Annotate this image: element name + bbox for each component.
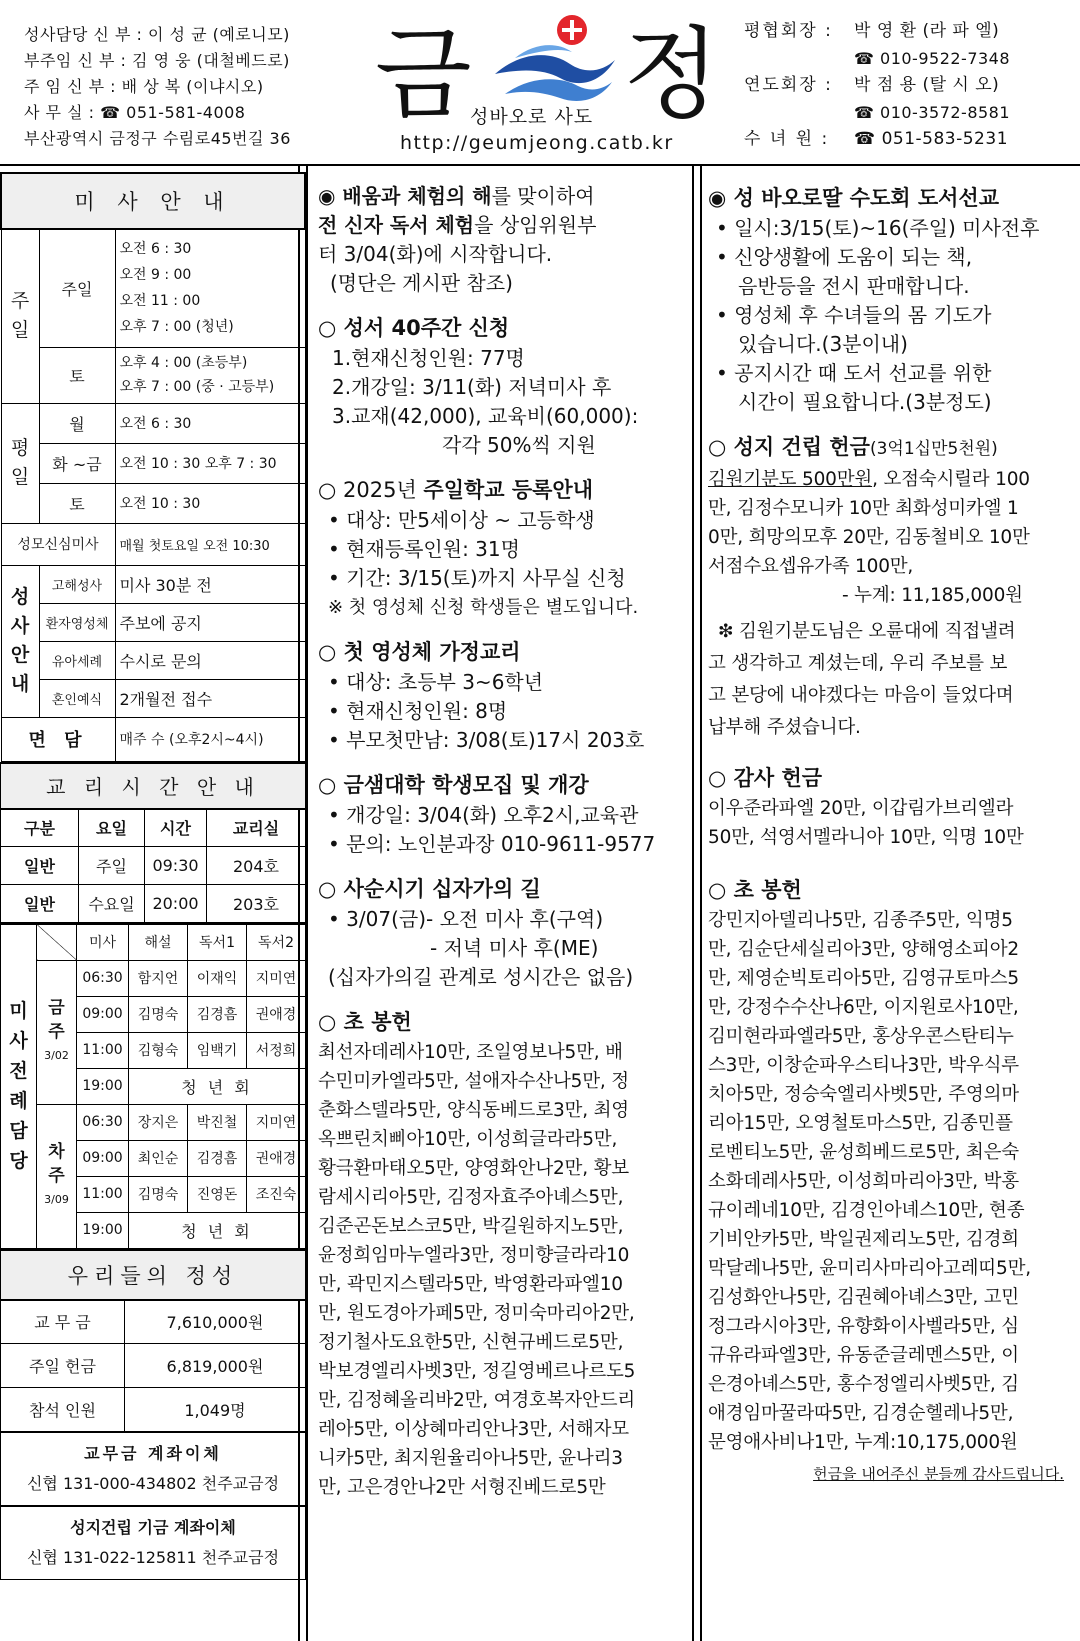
clergy-label: 부주임 신 부 : — [24, 51, 127, 70]
sacrament-label: 고해성사 — [39, 565, 115, 603]
council-label: 평협회장 : — [744, 21, 833, 41]
donor-line: 은경아녜스5만, 홍수정엘리사벳5만, 김 — [708, 1374, 1019, 1395]
duty-name: 권애경 — [247, 996, 306, 1032]
duty-name: 진영돈 — [188, 1176, 247, 1212]
text-line: • 일시:3/15(토)~16(주일) 미사전후 — [716, 216, 1040, 240]
donor-line: 규유라파엘3만, 유동준글레멘스5만, 이 — [708, 1345, 1019, 1366]
sacrament-label: 혼인예식 — [39, 679, 115, 717]
donor-line: 기비안카5만, 박일권제리노5만, 김경희 — [708, 1229, 1019, 1250]
right-news-column — [708, 182, 1074, 1489]
duty-time: 06:30 — [77, 1104, 129, 1140]
text-line: • 영성체 후 수녀들의 몸 기도가 — [716, 303, 992, 327]
donor-line: 만, 강정수수산나6만, 이지원로사10만, — [708, 997, 1019, 1018]
offering-label: 주일 헌금 — [1, 1344, 125, 1388]
donor-line: 치아5만, 정승숙엘리사벳5만, 주영의마 — [708, 1084, 1019, 1105]
section-title: ○ 성서 40주간 신청 — [318, 316, 510, 340]
text-line: • 대상: 초등부 3~6학년 — [328, 670, 544, 694]
clergy-value: 김 영 웅 (대철베드로) — [132, 51, 290, 70]
bible-study-section — [318, 312, 688, 460]
catechism-cell: 20:00 — [145, 885, 207, 923]
donor-line: 춘화스델라5만, 양식동베드로3만, 최영 — [318, 1100, 629, 1121]
catechism-title: 교 리 시 간 안 내 — [1, 763, 306, 809]
donor-line: 만, 원도경아가페5만, 정미숙마리아2만, — [318, 1303, 635, 1324]
council-phone-2 — [744, 99, 1010, 126]
interview-time: 매주 수 (오후2시~4시) — [115, 717, 305, 761]
duty-name: 최인순 — [129, 1140, 188, 1176]
text-line: 서점수요셉유가족 100만, — [708, 556, 914, 577]
parish-logo-icon — [490, 12, 620, 108]
duty-time: 11:00 — [77, 1176, 129, 1212]
column-divider — [700, 166, 702, 1641]
donor-line: 만, 제영순빅토리아5만, 김영규토마스5 — [708, 968, 1019, 989]
text-line: 각각 50%씩 지원 — [442, 433, 596, 457]
text-line: 고 본당에 내야겠다는 마음이 들었다며 — [708, 685, 1014, 706]
duty-name: 이재익 — [188, 960, 247, 996]
next-week-date: 3/09 — [44, 1193, 69, 1206]
mass-title: 미 사 안 내 — [1, 173, 305, 229]
sacrament-label: 유아세례 — [39, 641, 115, 679]
offering-label: 교 무 금 — [1, 1300, 125, 1344]
candle-offering-section — [318, 1006, 688, 1502]
book-mission-section — [708, 182, 1074, 417]
section-title: ◉ 성 바오로딸 수도회 도서선교 — [708, 186, 999, 210]
duty-name: 권애경 — [247, 1140, 306, 1176]
weekday-saturday-label: 토 — [39, 483, 115, 523]
liturgy-group-label: 미 사 전 례 담 당 — [1, 924, 37, 1248]
duty-name: 김경흠 — [188, 996, 247, 1032]
saturday-label: 토 — [39, 347, 115, 403]
catechism-header: 구분 — [1, 809, 79, 847]
title-part: ○ 성지 건립 헌금 — [708, 435, 870, 459]
text-line: 2.개강일: 3/11(화) 저녁미사 후 — [332, 375, 612, 399]
donor-line: 규이레네10만, 김경인아녜스10만, 현종 — [708, 1200, 1025, 1221]
sacrament-group-label: 성 사 안 내 — [1, 565, 39, 717]
donor-line: 최선자데레사10만, 조일영보나5만, 배 — [318, 1042, 623, 1063]
text-line: 납부해 주셨습니다. — [708, 717, 861, 738]
liturgy-header: 독서2 — [247, 924, 306, 960]
sacrament-value: 수시로 문의 — [115, 641, 305, 679]
duty-name: 김경흠 — [188, 1140, 247, 1176]
title-part: 주일학교 등록안내 — [423, 478, 594, 502]
council-info — [744, 18, 1010, 153]
text-line: 있습니다.(3분이내) — [738, 332, 908, 356]
office-label: 사 무 실 : — [24, 103, 95, 122]
office-line — [24, 100, 291, 126]
text-line: • 현재신청인원: 8명 — [328, 699, 508, 723]
text-line: 고 생각하고 계셨는데, 우리 주보를 보 — [708, 653, 1008, 674]
weekday-group-label: 평 일 — [1, 403, 39, 523]
sacrament-value: 2개월전 접수 — [115, 679, 305, 717]
text-line: ❇ 김원기분도님은 오륜대에 직접낼려 — [718, 621, 1016, 642]
text-line: • 3/07(금)- 오전 미사 후(구역) — [328, 907, 604, 931]
catechism-cell: 주일 — [79, 847, 145, 885]
sunday-label: 주일 — [39, 229, 115, 347]
sunday-school-section — [318, 474, 688, 622]
liturgy-duty-table — [0, 923, 306, 1249]
offering-title: 우리들의 정성 — [1, 1250, 306, 1300]
text-line: ※ 첫 영성체 신청 학생들은 별도입니다. — [328, 597, 639, 618]
office-phone: ☎ 051-581-4008 — [100, 103, 246, 122]
saturday-times — [115, 347, 305, 403]
text-line: • 부모첫만남: 3/08(토)17시 203호 — [328, 728, 645, 752]
liturgy-header: 독서1 — [188, 924, 247, 960]
donor-line: 김성화안나5만, 김권혜아녜스3만, 고민 — [708, 1287, 1019, 1308]
offering-value: 6,819,000원 — [125, 1344, 306, 1388]
youth-duty: 청 년 회 — [129, 1068, 306, 1104]
duty-time: 09:00 — [77, 996, 129, 1032]
donor-line: 정그라시아3만, 유향화이사벨라5만, 심 — [708, 1316, 1019, 1337]
text-line: 시간이 필요합니다.(3분정도) — [738, 390, 992, 414]
middle-news-column — [318, 182, 688, 1502]
donor-line: 레아5만, 이상혜마리안나3만, 서해자모 — [318, 1419, 629, 1440]
duty-name: 서정희 — [247, 1032, 306, 1068]
text-line: 이우준라파엘 20만, 이갑림가브리엘라 — [708, 798, 1014, 819]
council-line-2 — [744, 72, 1010, 99]
clergy-line-3 — [24, 74, 291, 100]
donor-line: 황극환마태오5만, 양영화안나2만, 황보 — [318, 1158, 629, 1179]
text-line: 0만, 희망의모후 20만, 김동철비오 10만 — [708, 527, 1030, 548]
title-part: ○ 2025년 — [318, 478, 424, 502]
account-title: 성지건립 기금 계좌이체 — [70, 1517, 236, 1537]
text-line: • 대상: 만5세이상 ~ 고등학생 — [328, 508, 595, 532]
council-phone-1 — [744, 45, 1010, 72]
duty-name: 조진숙 — [247, 1176, 306, 1212]
mass-time: 오전 6 : 30 — [119, 241, 192, 258]
clergy-info — [24, 22, 291, 152]
text-line: 50만, 석영서멜라니아 10만, 익명 10만 — [708, 827, 1024, 848]
title-left-char: 금 — [375, 16, 472, 133]
clergy-line-1 — [24, 22, 291, 48]
text-line: - 저녁 미사 후(ME) — [430, 936, 599, 960]
duty-time: 19:00 — [77, 1068, 129, 1104]
donor-line: 스3만, 이창순파우스티나3만, 박우식루 — [708, 1055, 1019, 1076]
donor-line: 람세시리아5만, 김정자효주아녜스5만, — [318, 1187, 624, 1208]
account-1 — [1, 1432, 306, 1506]
duty-time: 06:30 — [77, 960, 129, 996]
weekday-saturday-time: 오전 10 : 30 — [115, 483, 305, 523]
duty-name: 함지언 — [129, 960, 188, 996]
text-line: (명단은 게시판 참조) — [330, 271, 513, 295]
this-week-date: 3/02 — [44, 1049, 69, 1062]
duty-name: 김명숙 — [129, 1176, 188, 1212]
phone-value: ☎ 010-3572-8581 — [854, 103, 1011, 122]
clergy-line-2 — [24, 48, 291, 74]
donor-line: 윤정희임마누엘라3만, 정미향글라라10 — [318, 1245, 630, 1266]
duty-name: 김형숙 — [129, 1032, 188, 1068]
shrine-note — [708, 616, 1074, 744]
text-line: • 개강일: 3/04(화) 오후2시,교육관 — [328, 803, 639, 827]
senior-college-section — [318, 769, 688, 859]
convent-label: 수 녀 원 : — [744, 129, 830, 149]
parish-address: 부산광역시 금정구 수림로45번길 36 — [24, 129, 291, 148]
youth-duty: 청 년 회 — [129, 1212, 306, 1248]
section-title: ○ 초 봉헌 — [708, 878, 802, 902]
donor-list — [318, 1038, 688, 1502]
section-title: ○ 첫 영성체 가정교리 — [318, 640, 521, 664]
convent-phone: ☎ 051-583-5231 — [854, 129, 1009, 149]
offering-value: 1,049명 — [125, 1388, 306, 1432]
stations-of-cross-section — [318, 873, 688, 992]
first-communion-section — [318, 636, 688, 755]
donor-line: 니카5만, 최지원율리아나5만, 윤나리3 — [318, 1448, 623, 1469]
account-number: 신협 131-000-434802 천주교금정 — [26, 1473, 280, 1493]
offering-table — [0, 1249, 306, 1581]
section-title — [708, 431, 1074, 465]
next-week-label — [37, 1104, 77, 1248]
section-title: ○ 감사 헌금 — [708, 766, 823, 790]
sunday-group-label: 주 일 — [1, 229, 39, 403]
text-line: ◉ 배움과 체험의 해를 맞이하여 — [318, 184, 595, 208]
catechism-cell: 204호 — [207, 847, 306, 885]
sacrament-label: 환자영성체 — [39, 603, 115, 641]
council-value: 박 점 용 (탈 시 오) — [854, 75, 1000, 95]
mass-time: 오후 4 : 00 (초등부) — [119, 355, 248, 371]
sacrament-value: 미사 30분 전 — [115, 565, 305, 603]
text-line: 3.교재(42,000), 교육비(60,000): — [332, 404, 639, 428]
duty-name: 박진철 — [188, 1104, 247, 1140]
highlight-donor: 김원기분도 500만원 — [708, 469, 873, 490]
council-label: 연도회장 : — [744, 75, 833, 95]
mass-time: 오전 11 : 00 — [119, 293, 201, 310]
clergy-label: 주 임 신 부 : — [24, 77, 117, 96]
phone-value: ☎ 010-9522-7348 — [854, 49, 1011, 68]
catechism-cell: 203호 — [207, 885, 306, 923]
catechism-table — [0, 762, 306, 924]
text-line: • 공지시간 때 도서 선교를 위한 — [716, 361, 992, 385]
clergy-label: 성사담당 신 부 : — [24, 25, 143, 44]
shrine-building-section — [708, 431, 1074, 744]
catechism-cell: 일반 — [1, 885, 79, 923]
this-week-label — [37, 960, 77, 1104]
donor-line: 김미현라파엘라5만, 홍상우콘스탄티누 — [708, 1026, 1014, 1047]
council-value: 박 영 환 (라 파 엘) — [854, 21, 1000, 41]
mass-time: 오전 9 : 00 — [119, 267, 192, 284]
reading-announcement — [318, 182, 688, 298]
donor-line: 문영애사비나1만, 누계:10,175,000원 — [708, 1432, 1018, 1453]
donor-line: 로벤티노5만, 윤성희베드로5만, 최은숙 — [708, 1142, 1019, 1163]
bulletin-header — [0, 0, 1080, 166]
tue-fri-time: 오전 10 : 30 오후 7 : 30 — [115, 443, 305, 483]
tue-fri-label: 화 ~금 — [39, 443, 115, 483]
section-title: ○ 금샘대학 학생모집 및 개강 — [318, 773, 589, 797]
donor-line: 소화데레사5만, 이성희마리아3만, 박홍 — [708, 1171, 1019, 1192]
council-line-1 — [744, 18, 1010, 45]
shrine-total: (3억1십만5천원) — [869, 439, 998, 459]
mass-time: 오후 7 : 00 (청년) — [119, 319, 234, 336]
clergy-value: 배 상 복 (이냐시오) — [121, 77, 264, 96]
catechism-header: 시간 — [145, 809, 207, 847]
monday-label: 월 — [39, 403, 115, 443]
catechism-cell: 수요일 — [79, 885, 145, 923]
catechism-cell: 일반 — [1, 847, 79, 885]
duty-time: 11:00 — [77, 1032, 129, 1068]
text-line: 1.현재신청인원: 77명 — [332, 346, 525, 370]
text-line: 터 3/04(화)에 시작합니다. — [318, 242, 553, 266]
duty-time: 19:00 — [77, 1212, 129, 1248]
offering-value: 7,610,000원 — [125, 1300, 306, 1344]
catechism-header: 교리실 — [207, 809, 306, 847]
clergy-value: 이 성 균 (예로니모) — [147, 25, 290, 44]
title-right-char: 정 — [623, 16, 720, 133]
monday-time: 오전 6 : 30 — [115, 403, 305, 443]
donor-line: 수민미카엘라5만, 설애자수산나5만, 정 — [318, 1071, 629, 1092]
offering-label: 참석 인원 — [1, 1388, 125, 1432]
duty-name: 임백기 — [188, 1032, 247, 1068]
duty-name: 김명숙 — [129, 996, 188, 1032]
thanks-note: 헌금을 내어주신 분들께 감사드립니다. — [813, 1465, 1064, 1483]
column-divider — [306, 166, 308, 1641]
text-line: • 기간: 3/15(토)까지 사무실 신청 — [328, 566, 626, 590]
interview-label: 면 담 — [1, 717, 115, 761]
duty-time: 09:00 — [77, 1140, 129, 1176]
mass-time: 오후 7 : 00 (중 · 고등부) — [119, 379, 275, 395]
donor-line: 정기철사도요한5만, 신현규베드로5만, — [318, 1332, 624, 1353]
this-week-text: 금 주 — [48, 998, 65, 1042]
donor-line: 리아15만, 오영철토마스5만, 김종민플 — [708, 1113, 1013, 1134]
sunday-times — [115, 229, 305, 347]
donor-line: 강민지아델리나5만, 김종주5만, 익명5 — [708, 910, 1013, 931]
next-week-text: 차 주 — [48, 1142, 65, 1186]
marian-mass-time: 매월 첫토요일 오전 10:30 — [115, 523, 305, 565]
donor-line: 김준곤돈보스코5만, 박길원하지노5만, — [318, 1216, 624, 1237]
duty-name: 지미연 — [247, 1104, 306, 1140]
left-info-column — [0, 172, 306, 1641]
liturgy-header: 미사 — [77, 924, 129, 960]
cumulative-total: - 누계: 11,185,000원 — [842, 585, 1023, 606]
text-line: 만, 김정수모니카 10만 최화성미카엘 1 — [708, 498, 1019, 519]
text-line — [708, 465, 1074, 494]
text-line: 음반등을 전시 판매합니다. — [738, 274, 970, 298]
text-line: 전 신자 독서 체험을 상임위원부 — [318, 213, 597, 237]
duty-name: 장지은 — [129, 1104, 188, 1140]
sacrament-value: 주보에 공지 — [115, 603, 305, 641]
diagonal-cell — [37, 924, 77, 960]
donor-line: 옥쁘린치삐아10만, 이성희글라라5만, — [318, 1129, 618, 1150]
section-title: ○ 초 봉헌 — [318, 1010, 412, 1034]
donor-line: 박보경엘리사벳3만, 정길영베르나르도5 — [318, 1361, 636, 1382]
donor-line: 막달레나5만, 윤미리사마리아고레띠5만, — [708, 1258, 1031, 1279]
section-title: ○ 사순시기 십자가의 길 — [318, 877, 541, 901]
mass-schedule-table — [0, 172, 306, 762]
donor-line: 애경임마꿀라따5만, 김경순헬레나5만, — [708, 1403, 1014, 1424]
parish-name: 성바오로 사도 — [470, 106, 594, 128]
text-part: , 오점숙시릴라 100 — [872, 469, 1030, 490]
duty-name: 지미연 — [247, 960, 306, 996]
convent-line — [744, 126, 1010, 153]
account-title: 교무금 계좌이체 — [84, 1443, 222, 1463]
candle-offering-section-2 — [708, 874, 1074, 1457]
text-line: • 현재등록인원: 31명 — [328, 537, 520, 561]
catechism-cell: 09:30 — [145, 847, 207, 885]
parish-url[interactable]: http://geumjeong.catb.kr — [400, 132, 674, 154]
donor-list — [708, 906, 1074, 1457]
marian-mass-label: 성모신심미사 — [1, 523, 115, 565]
donor-line: 만, 고은경안나2만 서형진베드로5만 — [318, 1477, 606, 1498]
donor-line: 만, 김정혜올리바2만, 여경호복자안드리 — [318, 1390, 636, 1411]
column-divider — [692, 166, 694, 1641]
section-title — [318, 474, 688, 506]
catechism-header: 요일 — [79, 809, 145, 847]
text-line: (십자가의길 관계로 성시간은 없음) — [328, 965, 634, 989]
donor-line: 만, 곽민지스텔라5만, 박영환라파엘10 — [318, 1274, 623, 1295]
liturgy-header: 해설 — [129, 924, 188, 960]
text-line: • 신앙생활에 도움이 되는 책, — [716, 245, 973, 269]
donor-line: 만, 김순단세실리아3만, 양해영소피아2 — [708, 939, 1019, 960]
thanksgiving-section — [708, 762, 1074, 852]
account-number: 신협 131-022-125811 천주교금정 — [26, 1547, 280, 1567]
account-2 — [1, 1506, 306, 1580]
text-line: • 문의: 노인분과장 010-9611-9577 — [328, 832, 656, 856]
